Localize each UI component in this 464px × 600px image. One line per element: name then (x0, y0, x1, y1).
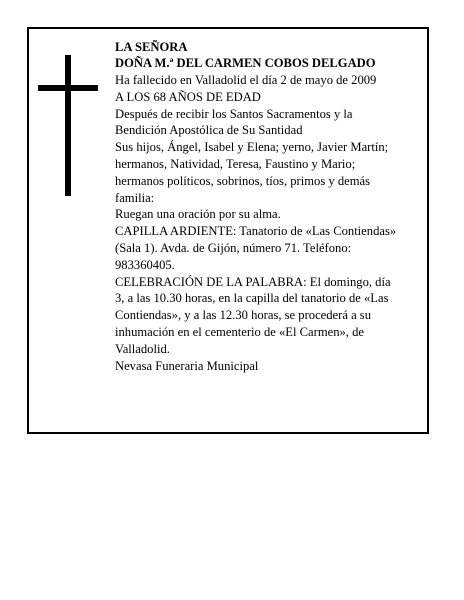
prayer-request: Ruegan una oración por su alma. (115, 207, 281, 222)
family-line: hermanos, Natividad, Teresa, Faustino y Mario; (115, 157, 356, 172)
celebration-info-line: Valladolid. (115, 341, 170, 356)
chapel-info-line: (Sala 1). Avda. de Gijón, número 71. Teléfono: (115, 241, 352, 256)
notice-heading: LA SEÑORA (115, 39, 188, 54)
age-at-death: A LOS 68 AÑOS DE EDAD (115, 89, 261, 104)
celebration-info-line: 3, a las 10.30 horas, en la capilla del tanatorio de «Las (115, 291, 389, 306)
cross-icon (38, 55, 98, 196)
funeral-home-name: Nevasa Funeraria Municipal (115, 358, 259, 373)
family-line: familia: (115, 190, 155, 205)
death-announcement: Ha fallecido en Valladolid el día 2 de mayo de 2009 (115, 73, 377, 88)
chapel-info-line: CAPILLA ARDIENTE: Tanatorio de «Las Contiendas» (115, 224, 397, 239)
celebration-info-line: CELEBRACIÓN DE LA PALABRA: El domingo, día (115, 274, 391, 289)
family-line: Sus hijos, Ángel, Isabel y Elena; yerno, Javier Martín; (115, 140, 389, 155)
family-line: hermanos políticos, sobrinos, tíos, primos y demás (115, 173, 371, 188)
celebration-info-line: inhumación en el cementerio de «El Carmen», de (115, 325, 364, 340)
cross-vertical-bar (65, 55, 71, 196)
deceased-name: DOÑA M.ª DEL CARMEN COBOS DELGADO (115, 56, 376, 71)
cross-horizontal-bar (38, 85, 98, 91)
sacraments-line: Después de recibir los Santos Sacramentos y la (115, 106, 353, 121)
celebration-info-line: Contiendas», y a las 12.30 horas, se procederá a su (115, 308, 372, 323)
sacraments-line: Bendición Apostólica de Su Santidad (115, 123, 303, 138)
death-notice-text (115, 39, 425, 375)
chapel-phone: 983360405. (115, 257, 175, 272)
